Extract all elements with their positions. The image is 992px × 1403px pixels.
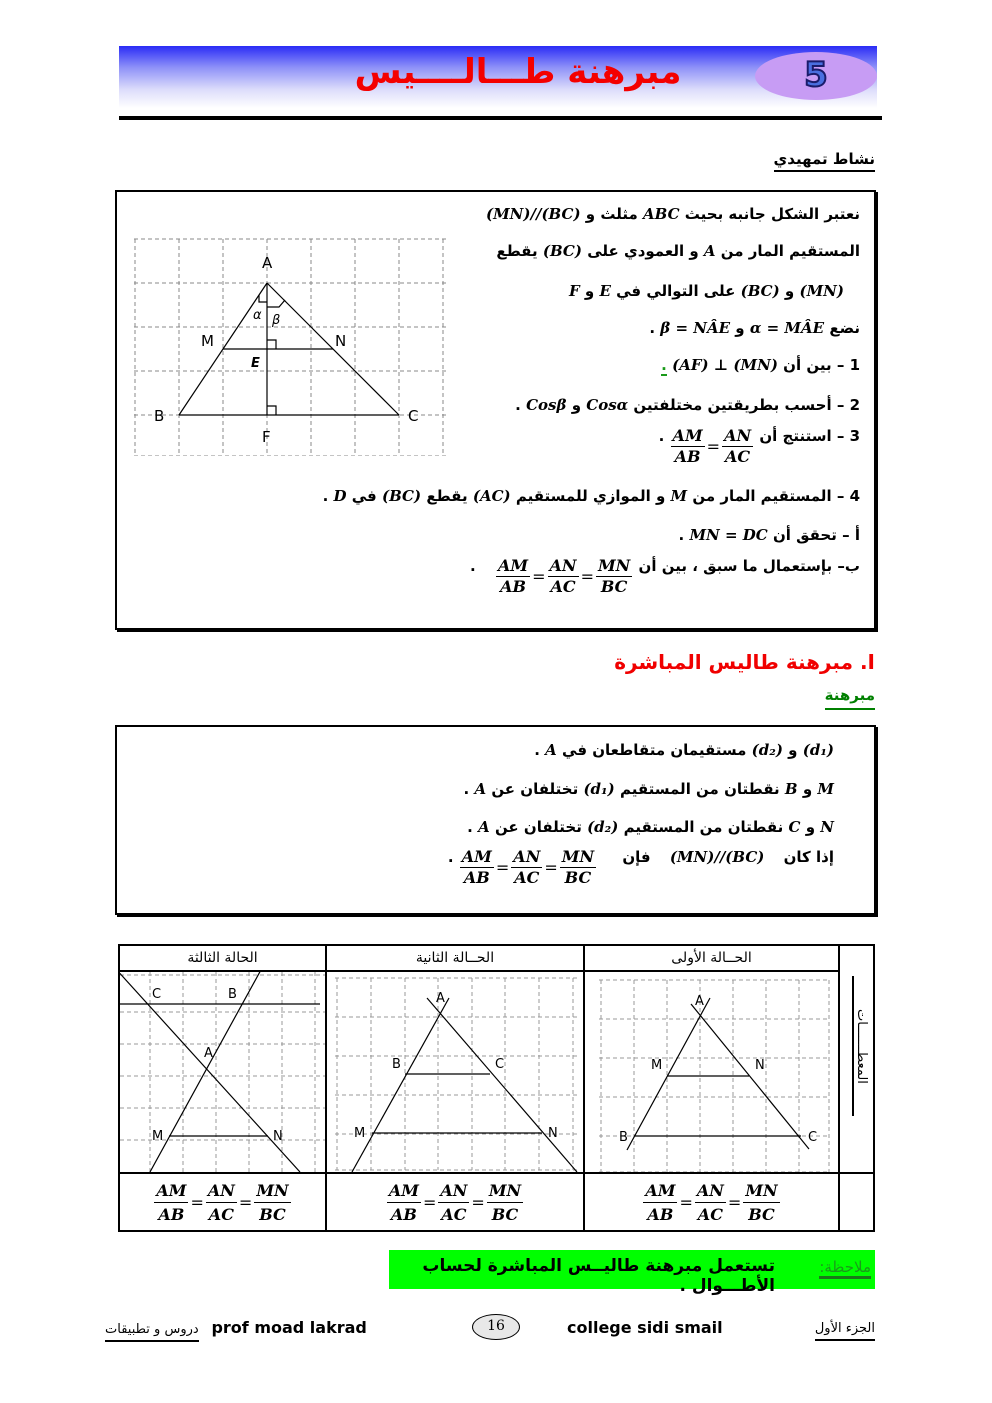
chapter-number: 5 xyxy=(804,55,828,95)
givens-label: المعطـــــــات xyxy=(852,976,869,1116)
question-4: 4 – المستقيم المار من M و الموازي للمستقيم (AC) يقطع (BC) في D . xyxy=(322,487,860,505)
case2-label-a: A xyxy=(436,991,445,1006)
case-2-header: الحــالة الثانية xyxy=(326,945,584,971)
chapter-badge xyxy=(755,52,877,100)
cases-table xyxy=(118,944,875,1232)
footer-school: college sidi smail xyxy=(567,1318,723,1337)
ratio-full: $\frac{AM}{AB}$ = $\frac{AN}{AC}$ = $\frac{MN}{BC}$ xyxy=(497,556,631,596)
label-c: C xyxy=(408,407,419,425)
theorem-line-3: N و C نقطتان من المستقيم (d₂) تختلفان عن A . xyxy=(467,818,834,836)
case3-label-c: C xyxy=(152,987,162,1002)
footer-author: prof moad lakrad xyxy=(211,1318,367,1337)
givens-cell xyxy=(839,945,874,1173)
case-3-ratio: $\frac{AM}{AB}$ = $\frac{AN}{AC}$ = $\frac{MN}{BC}$ xyxy=(119,1173,326,1231)
theorem-line-4: إذا كان (MN)//(BC) فإن $\frac{AM}{AB}$ = $\frac{AN}{AC}$ = $\frac{MN}{BC}$ . xyxy=(447,847,834,887)
case-2-ratio: $\frac{AM}{AB}$ = $\frac{AN}{AC}$ = $\frac{MN}{BC}$ xyxy=(326,1173,584,1231)
label-a: A xyxy=(262,254,273,272)
case3-label-n: N xyxy=(273,1129,283,1144)
case1-label-n: N xyxy=(755,1058,765,1073)
footer-part: الجزء الأول xyxy=(815,1321,875,1341)
question-4b: ب– بإستعمال ما سبق ، بين أن $\frac{AM}{AB}$ = $\frac{AN}{AC}$ = $\frac{MN}{BC}$ . xyxy=(470,556,860,596)
section-title: I. مبرهنة طاليس المباشرة xyxy=(614,650,875,674)
empty-cell xyxy=(839,1173,874,1231)
note-label: ملاحظة: xyxy=(819,1258,871,1279)
activity-heading: نشاط تمهيدي xyxy=(774,150,875,172)
case3-label-a: A xyxy=(204,1046,213,1061)
theorem-subtitle: مبرهنة xyxy=(825,686,875,710)
question-4a: أ – تحقق أن MN = DC . xyxy=(678,526,860,544)
right-angle-e xyxy=(267,340,276,349)
case1-label-b: B xyxy=(619,1130,628,1145)
intro-line-4: نضع α = MÂE و β = NÂE . xyxy=(649,319,860,337)
angle-mark-alpha xyxy=(259,295,267,302)
label-b: B xyxy=(154,407,165,425)
note-box xyxy=(389,1250,875,1296)
activity-figure xyxy=(129,236,449,456)
footer-right xyxy=(815,1318,875,1336)
case-1-ratio: $\frac{AM}{AB}$ = $\frac{AN}{AC}$ = $\frac{MN}{BC}$ xyxy=(584,1173,839,1231)
angle-mark-beta xyxy=(267,300,285,307)
note-text: تستعمل مبرهنة طاليــس المباشرة لحساب الأطـــوال . xyxy=(422,1256,775,1296)
case2-label-b: B xyxy=(392,1057,401,1072)
page-title: مبرهنة طـــالــــيس xyxy=(354,52,682,92)
case2-label-n: N xyxy=(548,1126,558,1141)
label-f: F xyxy=(262,428,271,446)
case3-label-m: M xyxy=(152,1129,164,1144)
header-rule xyxy=(119,116,882,120)
case-3-header: الحالة الثالثة xyxy=(119,945,326,971)
theorem-line-2: M و B نقطتان من المستقيم (d₁) تختلفان عن A . xyxy=(463,780,834,798)
case1-label-a: A xyxy=(695,994,704,1009)
case2-label-c: C xyxy=(495,1057,505,1072)
case1-label-m: M xyxy=(651,1058,663,1073)
footer-left xyxy=(105,1318,367,1337)
case2-label-m: M xyxy=(354,1126,366,1141)
case1-label-c: C xyxy=(808,1130,818,1145)
label-alpha: α xyxy=(253,308,262,323)
case-1-figure xyxy=(584,971,839,1173)
activity-box xyxy=(115,190,876,630)
intro-line-1: نعتبر الشكل جانبه بحيث ABC مثلث و (MN)//(BC) xyxy=(485,205,860,223)
page-number: 16 xyxy=(472,1314,520,1340)
intro-line-2: المستقيم المار من A و العمودي على (BC) يقطع xyxy=(496,242,860,260)
label-n: N xyxy=(335,332,347,350)
right-angle-f xyxy=(267,406,276,415)
question-2: 2 – أحسب بطريقتين مختلفتين Cosα و Cosβ . xyxy=(515,396,860,414)
case-3-figure xyxy=(119,971,326,1173)
intro-line-3: (MN) و (BC) على التوالي في E و F xyxy=(568,282,844,300)
theorem-box xyxy=(115,725,876,915)
case3-label-b: B xyxy=(228,987,237,1002)
question-1: 1 – بين أن (AF) ⊥ (MN) . xyxy=(661,356,860,374)
ratio-am-ab-an-ac: $\frac{AM}{AB}$ = $\frac{AN}{AC}$ xyxy=(672,426,752,466)
theorem-ratio: $\frac{AM}{AB}$ = $\frac{AN}{AC}$ = $\frac{MN}{BC}$ xyxy=(461,847,595,887)
question-3: 3 – استنتج أن $\frac{AM}{AB}$ = $\frac{AN}{AC}$ . xyxy=(658,426,860,466)
case-1-header: الحــالة الأولى xyxy=(584,945,839,971)
label-m: M xyxy=(201,332,214,350)
footer-lessons: دروس و تطبيقات xyxy=(105,1322,199,1342)
theorem-line-1: (d₁) و (d₂) مستقيمان متقاطعان في A . xyxy=(534,741,834,759)
grid xyxy=(134,239,447,456)
case-2-figure xyxy=(326,971,584,1173)
label-beta: β xyxy=(272,313,281,328)
label-e: E xyxy=(251,356,260,371)
header-banner xyxy=(119,46,877,108)
